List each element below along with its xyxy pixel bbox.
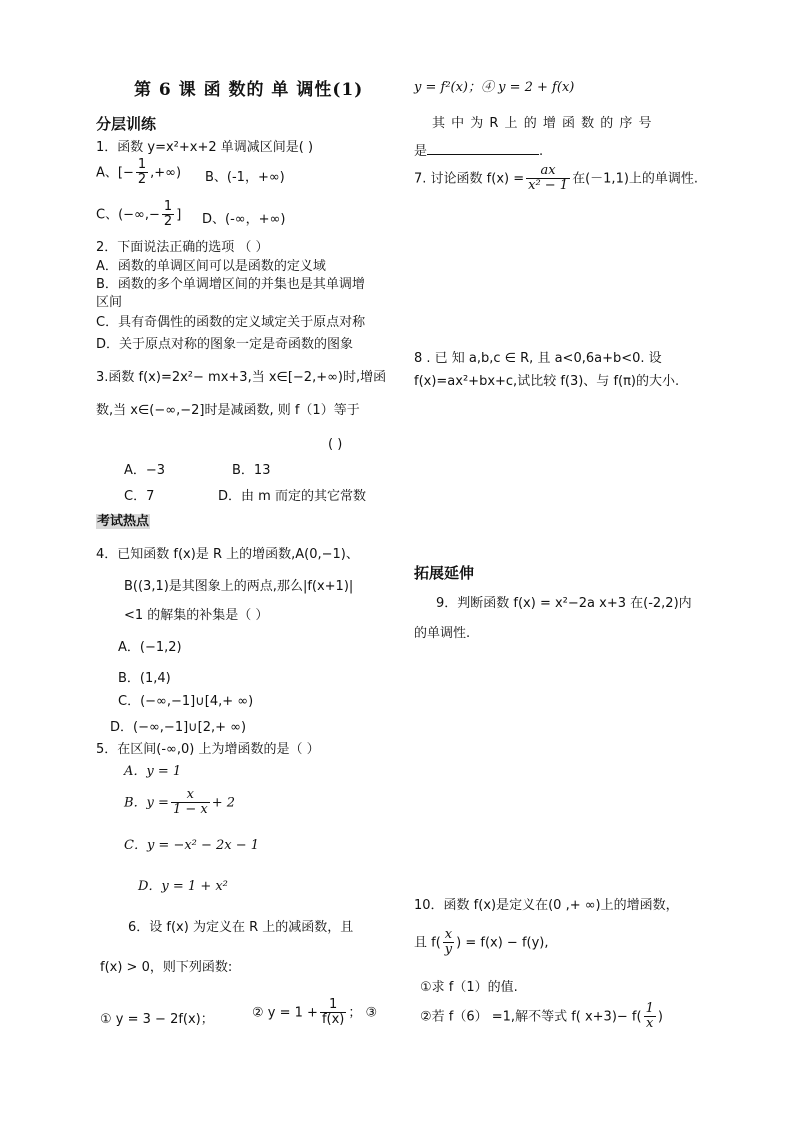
question-6-tail-line-2: 是 . [414, 144, 544, 159]
question-5-option-d: D．y = 1 + x² [138, 879, 228, 894]
question-9-line-1: 9．判断函数 f(x) = x²−2a x+3 在(-2,2)内 [436, 596, 692, 611]
question-5-option-c: C．y = −x² − 2x − 1 [124, 838, 260, 853]
section-heading-layered-training: 分层训练 [96, 115, 157, 133]
question-7: 7. 讨论函数 f(x) = $\frac{ax}{\text{x² − 1}}$ 在(－1,1)上的单调性. [414, 163, 699, 194]
question-6-option-1: ① y = 3 − 2f(x)； [100, 1012, 214, 1027]
question-2-option-b-cont: 区间 [96, 295, 123, 310]
question-1-option-a: A、[− $\frac{1}{2}$ ,+∞) [96, 157, 182, 188]
question-6-option-3-4: y = f²(x)；④ y = 2 + f(x) [414, 80, 575, 95]
question-8-line-1: 8 . 已 知 a,b,c ∈ R, 且 a<0,6a+b<0. 设 [414, 351, 662, 366]
question-1-option-b: B、(-1，+∞) [205, 170, 285, 185]
question-6-option-2: ② y = 1 + $\frac{1}{f(x)}$ ； ③ [252, 997, 378, 1028]
question-8-line-2: f(x)=ax²+bx+c,试比较 f(3)、与 f(π)的大小. [414, 374, 680, 389]
question-2-option-c: C．具有奇偶性的函数的定义域定关于原点对称 [96, 315, 366, 330]
question-1-option-d: D、(-∞，+∞) [202, 212, 286, 227]
question-10-line-2: 且 f( $\frac{x}{y}$ ) = f(x) − f(y), [414, 927, 549, 958]
question-3-option-d: D．由 m 而定的其它常数 [218, 489, 366, 504]
question-10-part-1: ①求 f（1）的值. [420, 980, 518, 995]
question-1-option-c: C、(−∞,− $\frac{1}{2}$ ] [96, 199, 182, 230]
question-2-option-b: B．函数的多个单调增区间的并集也是其单调增 [96, 277, 365, 292]
question-4-option-d: D．(−∞,−1]∪[2,+ ∞) [110, 720, 247, 735]
question-5-option-b: B．y = $\frac{x}{1 - x}$ + 2 [124, 787, 235, 818]
question-6-line-1: 6．设 f(x) 为定义在 R 上的减函数，且 [128, 920, 354, 935]
question-1-stem: 1．函数 y=x²+x+2 单调减区间是( ) [96, 140, 314, 155]
question-3-answer-paren: ( ) [328, 437, 343, 452]
question-6-tail-line-1: 其 中 为 R 上 的 增 函 数 的 序 号 [432, 116, 653, 131]
question-10-part-2: ②若 f（6） =1,解不等式 f( x+3)− f( $\frac{1}{x}$ ) [420, 1001, 663, 1032]
question-3-option-c: C．7 [124, 489, 155, 504]
question-2-option-d: D．关于原点对称的图象一定是奇函数的图象 [96, 337, 354, 352]
section-heading-extension: 拓展延伸 [414, 564, 475, 582]
question-3-option-b: B．13 [232, 463, 271, 478]
question-2-stem: 2．下面说法正确的选项 （ ） [96, 240, 269, 255]
question-4-option-c: C．(−∞,−1]∪[4,+ ∞) [118, 694, 254, 709]
question-2-option-a: A．函数的单调区间可以是函数的定义域 [96, 259, 326, 274]
page-title: 第 6 课 函 数的 单 调性(1) [134, 80, 364, 100]
question-5-stem: 5．在区间(-∞,0) 上为增函数的是（ ） [96, 742, 320, 757]
question-4-line-3: <1 的解集的补集是（ ） [124, 608, 269, 623]
question-3-line-1: 3.函数 f(x)=2x²− mx+3,当 x∈[−2,+∞)时,增函 [96, 370, 387, 385]
question-3-line-2: 数,当 x∈(−∞,−2]时是减函数, 则 f（1）等于 [96, 403, 360, 418]
section-heading-exam-hotspots: 考试热点 [97, 514, 150, 529]
question-4-option-a: A．(−1,2) [118, 640, 182, 655]
question-4-option-b: B．(1,4) [118, 671, 171, 686]
question-4-line-1: 4．已知函数 f(x)是 R 上的增函数,A(0,−1)、 [96, 547, 359, 562]
question-3-option-a: A．−3 [124, 463, 166, 478]
question-4-line-2: B((3,1)是其图象上的两点,那么|f(x+1)| [124, 579, 354, 594]
answer-blank [427, 142, 539, 155]
question-9-line-2: 的单调性. [414, 626, 471, 641]
question-10-line-1: 10．函数 f(x)是定义在(0 ,+ ∞)上的增函数， [414, 898, 679, 913]
question-5-option-a: A．y = 1 [124, 764, 182, 779]
question-6-line-2: f(x) > 0，则下列函数: [100, 960, 233, 975]
